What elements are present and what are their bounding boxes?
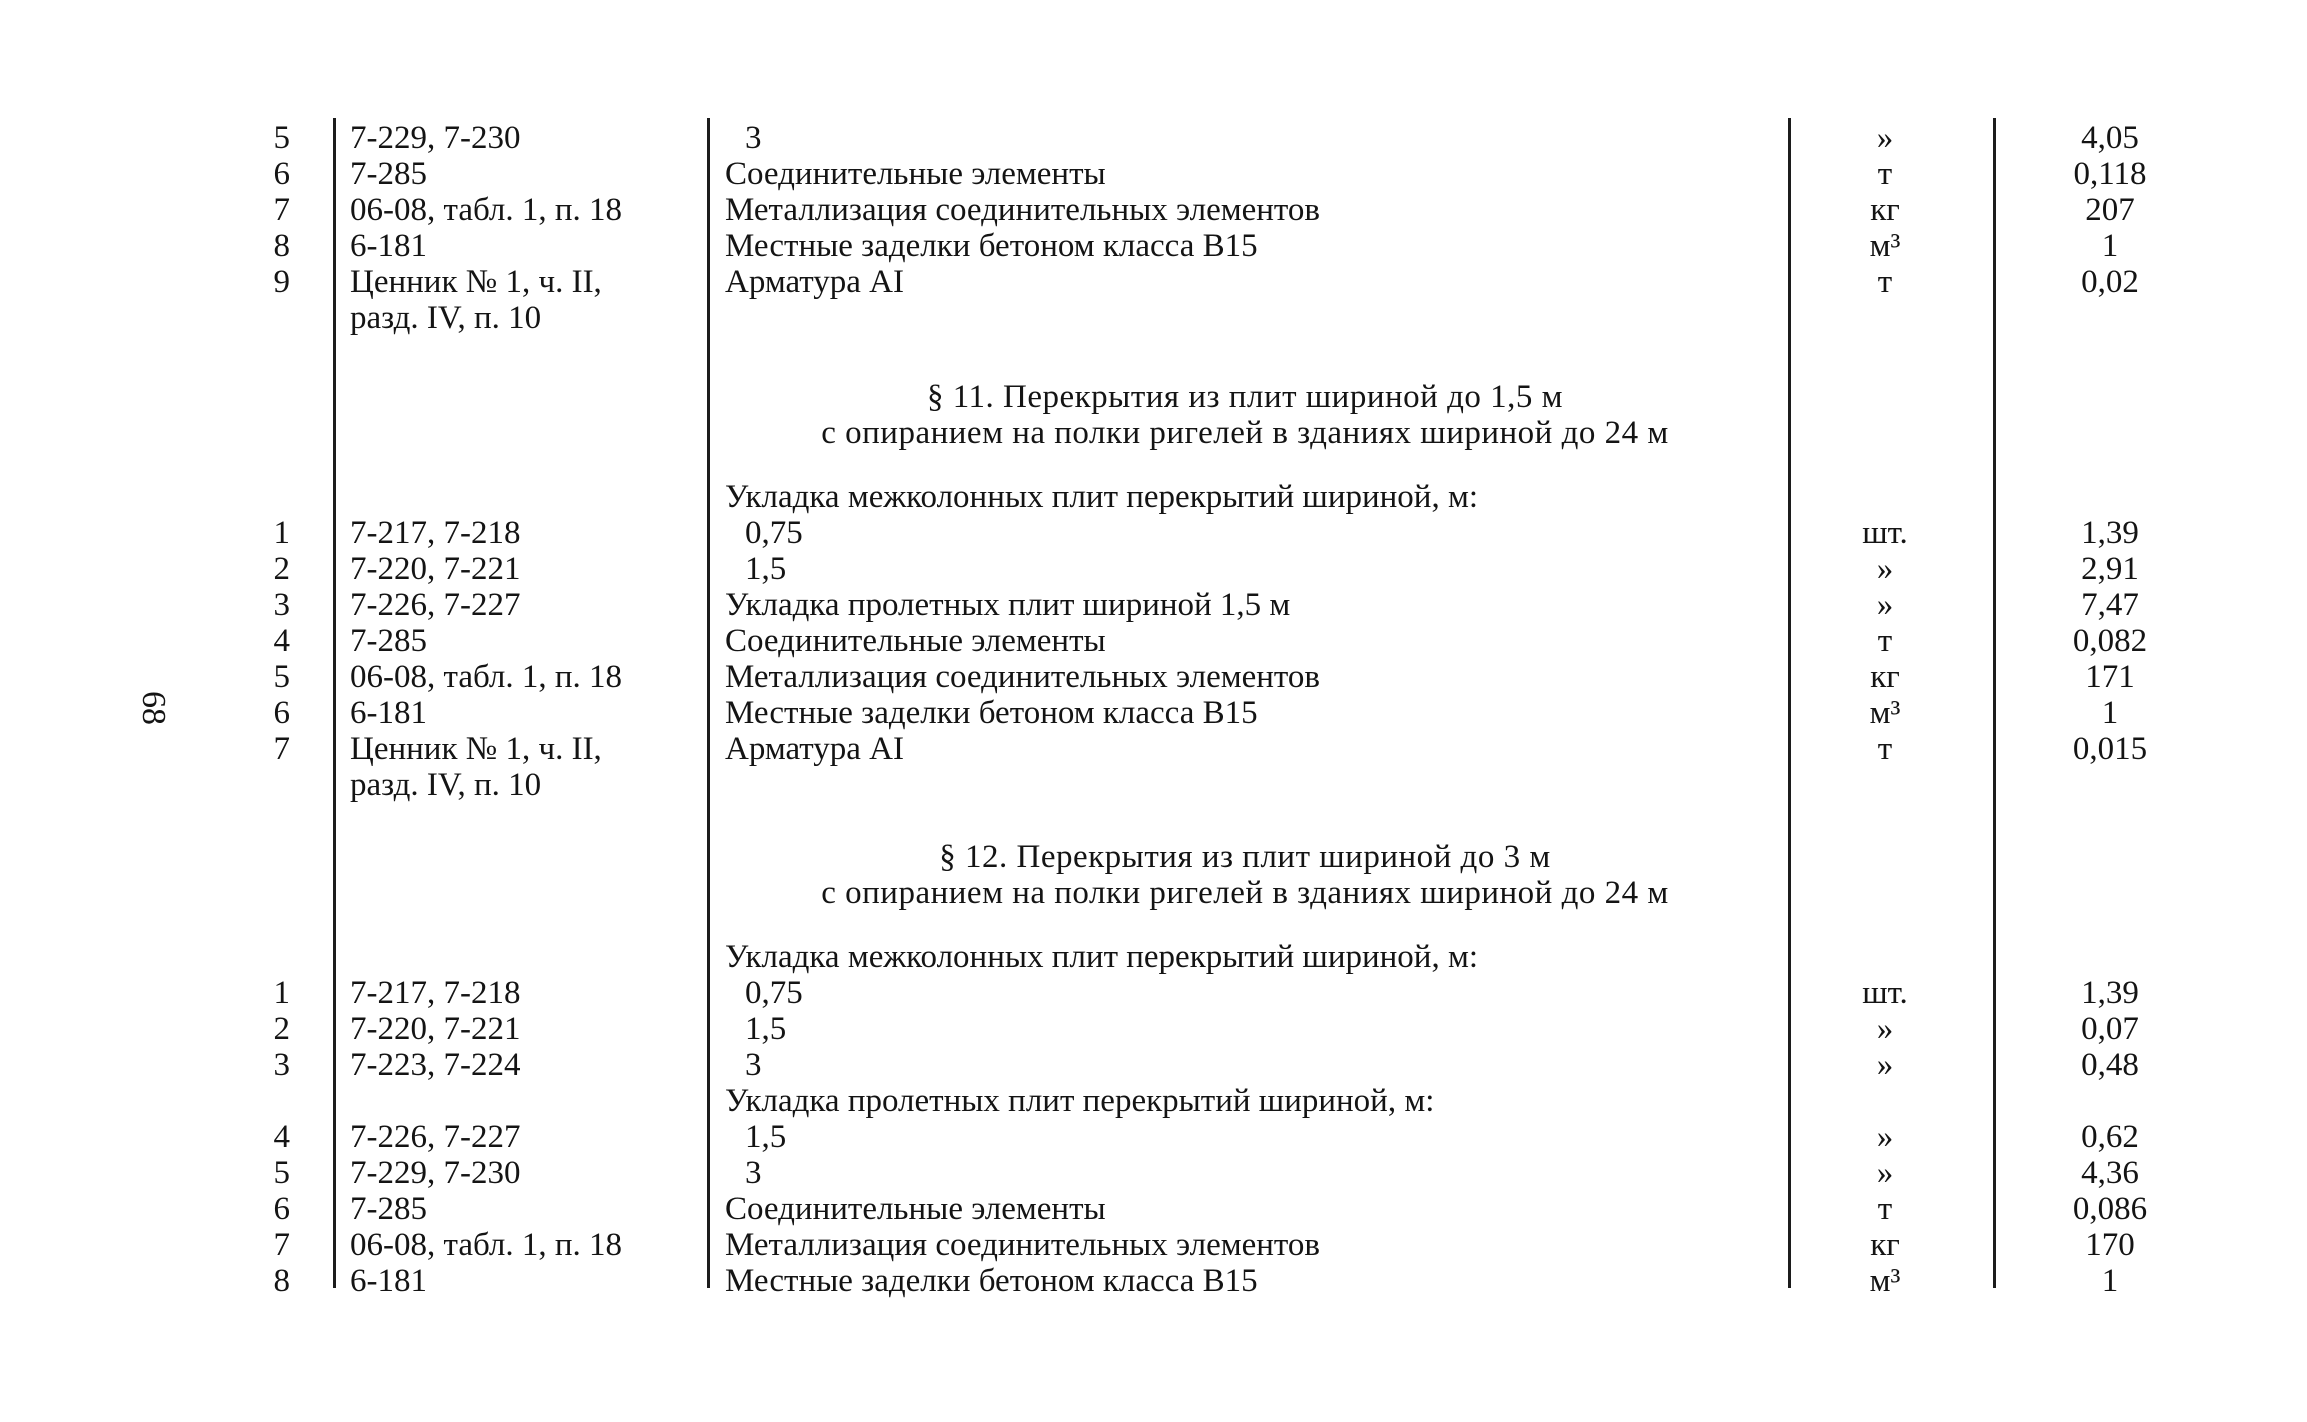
- quantity: 170: [2085, 1227, 2135, 1263]
- table-row: [0, 120, 2307, 156]
- row-number: 3: [273, 587, 290, 623]
- price-code: 6-181: [350, 695, 427, 731]
- unit: кг: [1870, 659, 1900, 695]
- row-number: 4: [273, 623, 290, 659]
- work-description: 0,75: [745, 515, 803, 551]
- row-number: 3: [273, 1047, 290, 1083]
- row-number: 8: [273, 228, 290, 264]
- work-description: 1,5: [745, 1011, 787, 1047]
- price-code: 7-220, 7-221: [350, 1011, 521, 1047]
- price-code: Ценник № 1, ч. II,: [350, 264, 602, 300]
- price-code: 6-181: [350, 1263, 427, 1299]
- price-code: 7-285: [350, 156, 427, 192]
- price-code: 7-229, 7-230: [350, 1155, 521, 1191]
- work-description: Металлизация соединительных элементов: [725, 1227, 1320, 1263]
- work-description: 3: [745, 1047, 762, 1083]
- work-description: Местные заделки бетоном класса В15: [725, 228, 1258, 264]
- row-number: 7: [273, 192, 290, 228]
- row-number: 5: [273, 120, 290, 156]
- price-code: 7-217, 7-218: [350, 975, 521, 1011]
- work-description: Местные заделки бетоном класса В15: [725, 1263, 1258, 1299]
- subheading-text: Укладка межколонных плит перекрытий шириной, м:: [725, 479, 1479, 515]
- quantity: 0,02: [2081, 264, 2139, 300]
- unit: т: [1877, 1191, 1893, 1227]
- unit: т: [1877, 623, 1893, 659]
- work-description: Укладка пролетных плит шириной 1,5 м: [725, 587, 1291, 623]
- table-row: [0, 156, 2307, 192]
- quantity: 1,39: [2081, 975, 2139, 1011]
- subheading-text: Укладка пролетных плит перекрытий шириной, м:: [725, 1083, 1435, 1119]
- unit: »: [1876, 1047, 1894, 1083]
- row-number: 6: [273, 1191, 290, 1227]
- price-code: 06-08, табл. 1, п. 18: [350, 1227, 623, 1263]
- unit: »: [1876, 551, 1894, 587]
- row-number: 8: [273, 1263, 290, 1299]
- page-number: 68: [135, 691, 172, 725]
- table-row: [0, 1227, 2307, 1263]
- work-description: Арматура АI: [725, 264, 904, 300]
- table-row: [0, 1155, 2307, 1191]
- table-row: [0, 695, 2307, 731]
- row-number: 9: [273, 264, 290, 300]
- quantity: 0,086: [2072, 1191, 2148, 1227]
- work-description: Металлизация соединительных элементов: [725, 192, 1320, 228]
- work-description: Соединительные элементы: [725, 156, 1106, 192]
- row-number: 2: [273, 551, 290, 587]
- table-row: [0, 731, 2307, 767]
- quantity: 1,39: [2081, 515, 2139, 551]
- table-row: [0, 623, 2307, 659]
- section-12-subheading: [0, 939, 2307, 975]
- row-number: 6: [273, 695, 290, 731]
- work-description: 0,75: [745, 975, 803, 1011]
- work-description: Местные заделки бетоном класса В15: [725, 695, 1258, 731]
- work-description: Металлизация соединительных элементов: [725, 659, 1320, 695]
- unit: »: [1876, 120, 1894, 156]
- unit: м³: [1869, 1263, 1901, 1299]
- unit: т: [1877, 156, 1893, 192]
- quantity: 1: [2101, 228, 2119, 264]
- quantity: 0,07: [2081, 1011, 2139, 1047]
- price-code: 7-285: [350, 1191, 427, 1227]
- price-code: 06-08, табл. 1, п. 18: [350, 659, 623, 695]
- price-code: 7-223, 7-224: [350, 1047, 521, 1083]
- price-code-continuation: разд. IV, п. 10: [350, 300, 542, 336]
- section-12-heading-line2: с опиранием на полки ригелей в зданиях шириной до 24 м: [821, 875, 1669, 911]
- price-code: 7-229, 7-230: [350, 120, 521, 156]
- table-row: [0, 975, 2307, 1011]
- quantity: 171: [2085, 659, 2135, 695]
- row-number: 1: [273, 975, 290, 1011]
- table-row: [0, 192, 2307, 228]
- unit: т: [1877, 264, 1893, 300]
- table-row: [0, 228, 2307, 264]
- work-description: 3: [745, 120, 762, 156]
- price-code-continuation: разд. IV, п. 10: [350, 767, 542, 803]
- table-row-continuation: [0, 300, 2307, 336]
- section-11-subheading: [0, 479, 2307, 515]
- table-row: [0, 1047, 2307, 1083]
- table-row: [0, 1191, 2307, 1227]
- quantity: 0,015: [2072, 731, 2148, 767]
- price-code: 6-181: [350, 228, 427, 264]
- work-description: 1,5: [745, 1119, 787, 1155]
- row-number: 7: [273, 731, 290, 767]
- table-row: [0, 659, 2307, 695]
- price-code: 7-226, 7-227: [350, 587, 521, 623]
- unit: »: [1876, 1119, 1894, 1155]
- quantity: 0,48: [2081, 1047, 2139, 1083]
- quantity: 0,118: [2073, 156, 2147, 192]
- section-11-heading-line1: § 11. Перекрытия из плит шириной до 1,5 м: [927, 379, 1563, 415]
- price-code: 7-226, 7-227: [350, 1119, 521, 1155]
- unit: шт.: [1862, 975, 1908, 1011]
- quantity: 0,082: [2072, 623, 2148, 659]
- table-row: [0, 1119, 2307, 1155]
- row-number: 7: [273, 1227, 290, 1263]
- table-row: [0, 587, 2307, 623]
- quantity: 207: [2085, 192, 2135, 228]
- row-number: 1: [273, 515, 290, 551]
- work-description: Соединительные элементы: [725, 1191, 1106, 1227]
- quantity: 1: [2101, 1263, 2119, 1299]
- price-code: 7-285: [350, 623, 427, 659]
- row-number: 5: [273, 659, 290, 695]
- quantity: 2,91: [2081, 551, 2139, 587]
- price-code: 7-220, 7-221: [350, 551, 521, 587]
- row-number: 6: [273, 156, 290, 192]
- section-12-subheading-2: [0, 1083, 2307, 1119]
- work-description: 1,5: [745, 551, 787, 587]
- quantity: 4,36: [2081, 1155, 2139, 1191]
- price-code: Ценник № 1, ч. II,: [350, 731, 602, 767]
- work-description: Арматура АI: [725, 731, 904, 767]
- table-row: [0, 551, 2307, 587]
- row-number: 2: [273, 1011, 290, 1047]
- unit: шт.: [1862, 515, 1908, 551]
- table-row: [0, 1263, 2307, 1299]
- price-code: 06-08, табл. 1, п. 18: [350, 192, 623, 228]
- unit: »: [1876, 1155, 1894, 1191]
- section-12-heading-line1: § 12. Перекрытия из плит шириной до 3 м: [939, 839, 1551, 875]
- quantity: 0,62: [2081, 1119, 2139, 1155]
- unit: м³: [1869, 228, 1901, 264]
- table-row: [0, 1011, 2307, 1047]
- table-row: [0, 515, 2307, 551]
- table-row-continuation: [0, 767, 2307, 803]
- row-number: 5: [273, 1155, 290, 1191]
- unit: кг: [1870, 1227, 1900, 1263]
- section-11-heading-line2: с опиранием на полки ригелей в зданиях шириной до 24 м: [821, 415, 1669, 451]
- subheading-text: Укладка межколонных плит перекрытий шириной, м:: [725, 939, 1479, 975]
- price-code: 7-217, 7-218: [350, 515, 521, 551]
- quantity: 7,47: [2081, 587, 2139, 623]
- unit: м³: [1869, 695, 1901, 731]
- quantity: 1: [2101, 695, 2119, 731]
- work-description: 3: [745, 1155, 762, 1191]
- row-number: 4: [273, 1119, 290, 1155]
- unit: кг: [1870, 192, 1900, 228]
- unit: »: [1876, 1011, 1894, 1047]
- work-description: Соединительные элементы: [725, 623, 1106, 659]
- unit: »: [1876, 587, 1894, 623]
- unit: т: [1877, 731, 1893, 767]
- table-row: [0, 264, 2307, 300]
- quantity: 4,05: [2081, 120, 2139, 156]
